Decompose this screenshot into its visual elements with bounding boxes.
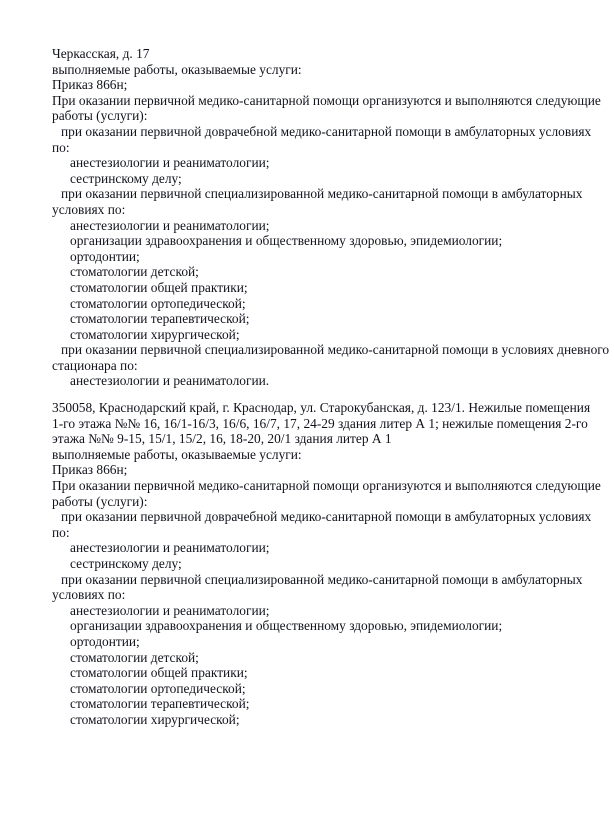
document-line: выполняемые работы, оказываемые услуги: bbox=[52, 446, 302, 462]
document-line: при оказании первичной доврачебной медико-санитарной помощи в амбулаторных условиях bbox=[61, 509, 592, 525]
document-line: стационара по: bbox=[52, 357, 138, 373]
document-line: стоматологии хирургической; bbox=[70, 326, 240, 342]
document-line: анестезиологии и реаниматологии; bbox=[70, 540, 270, 556]
document-line: При оказании первичной медико-санитарной помощи организуются и выполняются следующие bbox=[52, 92, 601, 108]
document-line: организации здравоохранения и общественному здоровью, эпидемиологии; bbox=[70, 618, 503, 634]
document-line: стоматологии общей практики; bbox=[70, 279, 248, 295]
license-location-block-2 bbox=[52, 400, 604, 727]
document-line: анестезиологии и реаниматологии. bbox=[70, 373, 270, 389]
document-line: 1-го этажа №№ 16, 16/1-16/3, 16/6, 16/7, 17, 24-29 здания литер А 1; нежилые помещения 2-го bbox=[52, 415, 588, 431]
document-line: стоматологии ортопедической; bbox=[70, 295, 246, 311]
document-text bbox=[52, 46, 610, 728]
document-line: ортодонтии; bbox=[70, 633, 140, 649]
document-line: Приказ 866н; bbox=[52, 462, 128, 478]
document-line: анестезиологии и реаниматологии; bbox=[70, 602, 270, 618]
document-line: при оказании первичной доврачебной медико-санитарной помощи в амбулаторных условиях bbox=[61, 123, 592, 139]
document-line: сестринскому делу; bbox=[70, 556, 182, 571]
document-line: по: bbox=[52, 139, 70, 155]
document-line: стоматологии детской; bbox=[70, 649, 199, 665]
document-line: условиях по: bbox=[52, 587, 126, 603]
document-line: условиях по: bbox=[52, 201, 126, 217]
document-line: при оказании первичной специализированной медико-санитарной помощи в условиях дневного bbox=[61, 342, 610, 358]
document-line: при оказании первичной специализированной медико-санитарной помощи в амбулаторных bbox=[61, 186, 583, 202]
document-line: работы (услуги): bbox=[52, 493, 148, 509]
document-line: стоматологии детской; bbox=[70, 264, 199, 280]
document-line: стоматологии терапевтической; bbox=[70, 696, 250, 712]
document-line: по: bbox=[52, 524, 70, 540]
license-location-block-1 bbox=[52, 46, 610, 389]
document-line: стоматологии хирургической; bbox=[70, 711, 240, 727]
document-line: анестезиологии и реаниматологии; bbox=[70, 217, 270, 233]
document-line: организации здравоохранения и общественному здоровью, эпидемиологии; bbox=[70, 233, 503, 249]
document-line: 350058, Краснодарский край, г. Краснодар, ул. Старокубанская, д. 123/1. Нежилые помещения bbox=[52, 400, 591, 416]
document-line: анестезиологии и реаниматологии; bbox=[70, 155, 270, 171]
document-line: При оказании первичной медико-санитарной помощи организуются и выполняются следующие bbox=[52, 478, 601, 494]
document-line: при оказании первичной специализированной медико-санитарной помощи в амбулаторных bbox=[61, 571, 583, 587]
document-line: стоматологии общей практики; bbox=[70, 665, 248, 681]
document-line: работы (услуги): bbox=[52, 108, 148, 124]
document-line: стоматологии терапевтической; bbox=[70, 311, 250, 327]
document-line: Черкасская, д. 17 bbox=[52, 46, 150, 61]
document-line: ортодонтии; bbox=[70, 248, 140, 264]
document-line: стоматологии ортопедической; bbox=[70, 680, 246, 696]
document-line: сестринскому делу; bbox=[70, 170, 182, 186]
document-line: выполняемые работы, оказываемые услуги: bbox=[52, 61, 302, 77]
document-line: Приказ 866н; bbox=[52, 77, 128, 93]
document-line: этажа №№ 9-15, 15/1, 15/2, 16, 18-20, 20/1 здания литер А 1 bbox=[52, 431, 392, 447]
